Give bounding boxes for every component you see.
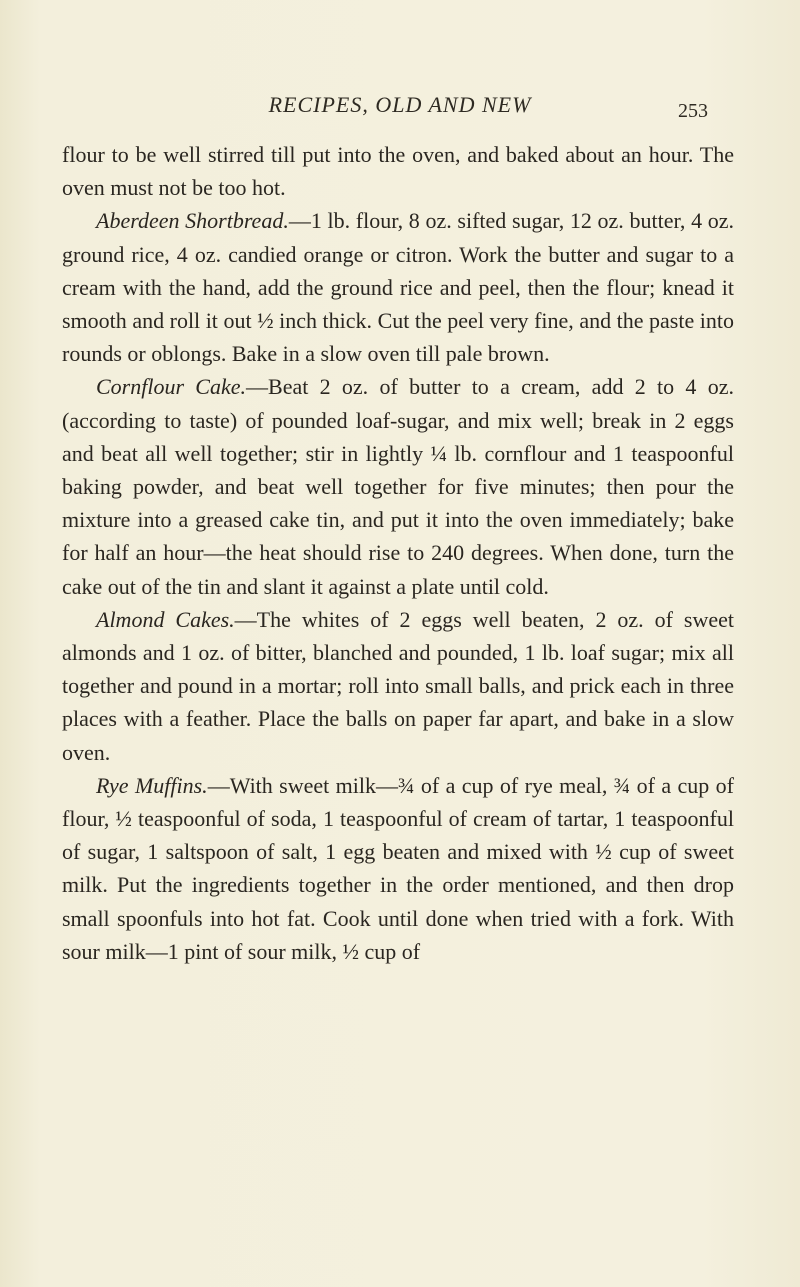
recipe-body: —The whites of 2 eggs well beaten, 2 oz. of sweet almonds and 1 oz. of bitter, blanched and pounded, 1 lb. loaf sugar; mix all together and pound in a mortar; roll into small balls, and prick each in three places with a feather. Place the balls on paper far apart, and bake in a slow oven. <box>62 606 735 765</box>
recipe-cornflour-cake <box>62 370 734 602</box>
recipe-body: —1 lb. flour, 8 oz. sifted sugar, 12 oz. butter, 4 oz. ground rice, 4 oz. candied orange or citron. Work the butter and sugar to a cream with the hand, add the ground rice and peel, then the flour; knead it smooth and roll it out ½ inch thick. Cut the peel very fine, and the paste into rounds or oblongs. Bake in a slow oven till pale brown. <box>62 208 734 367</box>
recipe-body: —Beat 2 oz. of butter to a cream, add 2 to 4 oz. (according to taste) of pounded loaf-sugar, and mix well; break in 2 eggs and beat all well together; stir in lightly ¼ lb. cornflour and 1 teaspoonful baking powder, and beat well together for five minutes; then pour the mixture into a greased cake tin, and put it into the oven immediately; bake for half an hour—the heat should rise to 240 degrees. When done, turn the cake out of the tin and slant it against a plate until cold. <box>62 374 734 599</box>
paragraph-continuation <box>62 138 734 204</box>
recipe-aberdeen-shortbread <box>62 204 734 370</box>
recipe-title: Aberdeen Shortbread. <box>96 208 289 234</box>
recipe-title: Cornflour Cake. <box>96 374 247 400</box>
recipe-rye-muffins <box>62 769 734 968</box>
paragraph-text: flour to be well stirred till put into the oven, and baked about an hour. The oven must not be too hot. <box>62 142 734 201</box>
recipe-almond-cakes <box>62 603 734 769</box>
recipe-title: Rye Muffins. <box>96 772 208 798</box>
page-number: 253 <box>678 100 708 122</box>
running-head-title: RECIPES, OLD AND NEW <box>268 92 532 117</box>
recipe-text-block <box>62 138 734 968</box>
recipe-title: Almond Cakes. <box>96 606 235 632</box>
recipe-body: —With sweet milk—¾ of a cup of rye meal, ¾ of a cup of flour, ½ teaspoonful of soda, 1 teaspoonful of cream of tartar, 1 teaspoonful of sugar, 1 saltspoon of salt, 1 egg beaten and mixed with ½ cup of sweet milk. Put the ingredients together in the order mentioned, and then drop small spoonfuls into hot fat. Cook until done when tried with a fork. With sour milk—1 pint of sour milk, ½ cup of <box>62 772 734 964</box>
